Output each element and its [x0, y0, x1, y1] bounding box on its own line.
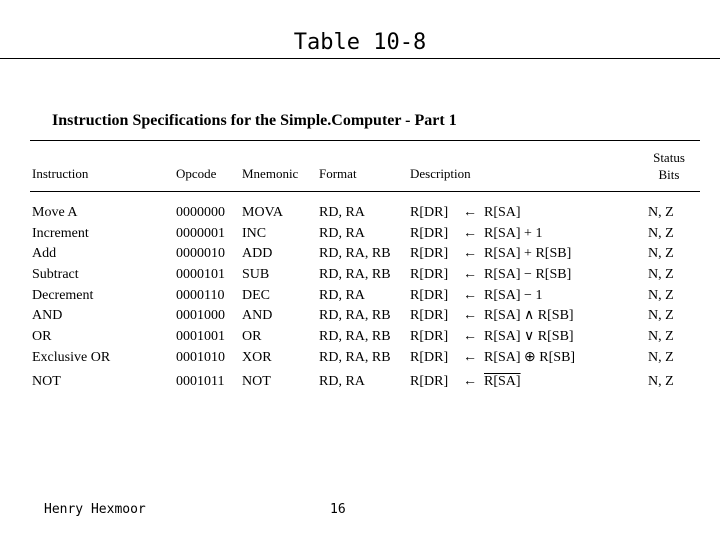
status-cell: N, Z — [648, 349, 674, 365]
instruction-cell: Exclusive OR — [32, 349, 111, 365]
arrow-cell: ← — [463, 225, 477, 241]
opcode-cell: 0000101 — [176, 267, 225, 283]
header-opcode: Opcode — [176, 166, 217, 181]
table-subtitle: Instruction Specifications for the Simple.Computer - Part 1 — [52, 112, 457, 129]
status-cell: N, Z — [648, 267, 674, 283]
description-arrow-column — [463, 203, 477, 392]
format-cell: RD, RA, RB — [319, 246, 391, 262]
expr-cell: R[SA] ∨ R[SB] — [484, 329, 574, 345]
format-cell: RD, RA — [319, 373, 365, 389]
dest-cell: R[DR] — [410, 308, 449, 324]
mnemonic-column — [242, 203, 283, 392]
opcode-cell: 0000000 — [176, 205, 225, 220]
subtitle-divider — [30, 140, 700, 141]
mnemonic-cell: XOR — [242, 349, 272, 365]
description-dest-column — [410, 203, 448, 392]
expr-cell: R[SA] + R[SB] — [484, 246, 572, 262]
arrow-cell: ← — [463, 267, 477, 283]
status-cell: N, Z — [648, 205, 674, 220]
arrow-cell: ← — [463, 308, 477, 324]
opcode-cell: 0001000 — [176, 308, 225, 324]
header-description: Description — [410, 166, 471, 181]
instruction-cell: AND — [32, 308, 63, 324]
instruction-cell: Move A — [32, 205, 78, 220]
instruction-cell: Decrement — [32, 287, 94, 303]
opcode-cell: 0000001 — [176, 225, 225, 241]
expr-cell: R[SA] ∧ R[SB] — [484, 308, 574, 324]
header-status-bits — [646, 149, 692, 183]
header-mnemonic: Mnemonic — [242, 166, 299, 181]
header-format: Format — [319, 166, 357, 181]
format-cell: RD, RA, RB — [319, 267, 391, 283]
dest-cell: R[DR] — [410, 373, 449, 389]
mnemonic-cell: DEC — [242, 287, 270, 303]
header-status-line1: Status — [653, 150, 685, 165]
arrow-cell: ← — [463, 287, 477, 303]
instruction-cell: Add — [32, 246, 57, 262]
header-instruction: Instruction — [32, 166, 89, 181]
instruction-cell: OR — [32, 329, 52, 345]
instruction-cell: NOT — [32, 373, 61, 389]
instruction-cell: Subtract — [32, 267, 79, 283]
dest-cell: R[DR] — [410, 349, 449, 365]
instruction-column — [32, 203, 110, 392]
mnemonic-cell: NOT — [242, 373, 271, 389]
opcode-cell: 0000110 — [176, 287, 225, 303]
dest-cell: R[DR] — [410, 225, 449, 241]
arrow-cell: ← — [463, 373, 477, 389]
dest-cell: R[DR] — [410, 205, 449, 220]
opcode-column — [176, 203, 225, 392]
arrow-cell: ← — [463, 329, 477, 345]
mnemonic-cell: SUB — [242, 267, 270, 283]
format-cell: RD, RA, RB — [319, 308, 391, 324]
opcode-cell: 0001001 — [176, 329, 225, 345]
status-cell: N, Z — [648, 373, 674, 389]
dest-cell: R[DR] — [410, 329, 449, 345]
arrow-cell: ← — [463, 349, 477, 365]
format-cell: RD, RA, RB — [319, 329, 391, 345]
page-number: 16 — [330, 502, 346, 517]
status-cell: N, Z — [648, 308, 674, 324]
description-expr-column — [484, 203, 575, 392]
status-cell: N, Z — [648, 225, 674, 241]
expr-cell: R[SA] − R[SB] — [484, 267, 572, 283]
mnemonic-cell: ADD — [242, 246, 273, 262]
dest-cell: R[DR] — [410, 267, 449, 283]
mnemonic-cell: OR — [242, 329, 262, 345]
format-column — [319, 203, 391, 392]
expr-cell: R[SA] — [484, 205, 521, 220]
mnemonic-cell: MOVA — [242, 205, 283, 220]
format-cell: RD, RA — [319, 225, 365, 241]
arrow-cell: ← — [463, 205, 477, 220]
slide-title: Table 10-8 — [293, 30, 427, 55]
header-status-line2: Bits — [658, 167, 680, 182]
expr-cell: R[SA] + 1 — [484, 225, 543, 241]
title-divider — [0, 58, 720, 59]
header-divider — [30, 191, 700, 192]
format-cell: RD, RA — [319, 287, 365, 303]
expr-cell: R[SA] — [484, 373, 521, 389]
dest-cell: R[DR] — [410, 246, 449, 262]
mnemonic-cell: AND — [242, 308, 273, 324]
format-cell: RD, RA — [319, 205, 365, 220]
expr-cell: R[SA] ⊕ R[SB] — [484, 349, 576, 365]
status-cell: N, Z — [648, 246, 674, 262]
status-cell: N, Z — [648, 287, 674, 303]
opcode-cell: 0001011 — [176, 373, 225, 389]
expr-cell: R[SA] − 1 — [484, 287, 543, 303]
footer-author: Henry Hexmoor — [44, 502, 146, 517]
mnemonic-cell: INC — [242, 225, 267, 241]
opcode-cell: 0000010 — [176, 246, 225, 262]
instruction-cell: Increment — [32, 225, 89, 241]
format-cell: RD, RA, RB — [319, 349, 391, 365]
dest-cell: R[DR] — [410, 287, 449, 303]
status-column — [648, 203, 674, 392]
arrow-cell: ← — [463, 246, 477, 262]
status-cell: N, Z — [648, 329, 674, 345]
opcode-cell: 0001010 — [176, 349, 225, 365]
